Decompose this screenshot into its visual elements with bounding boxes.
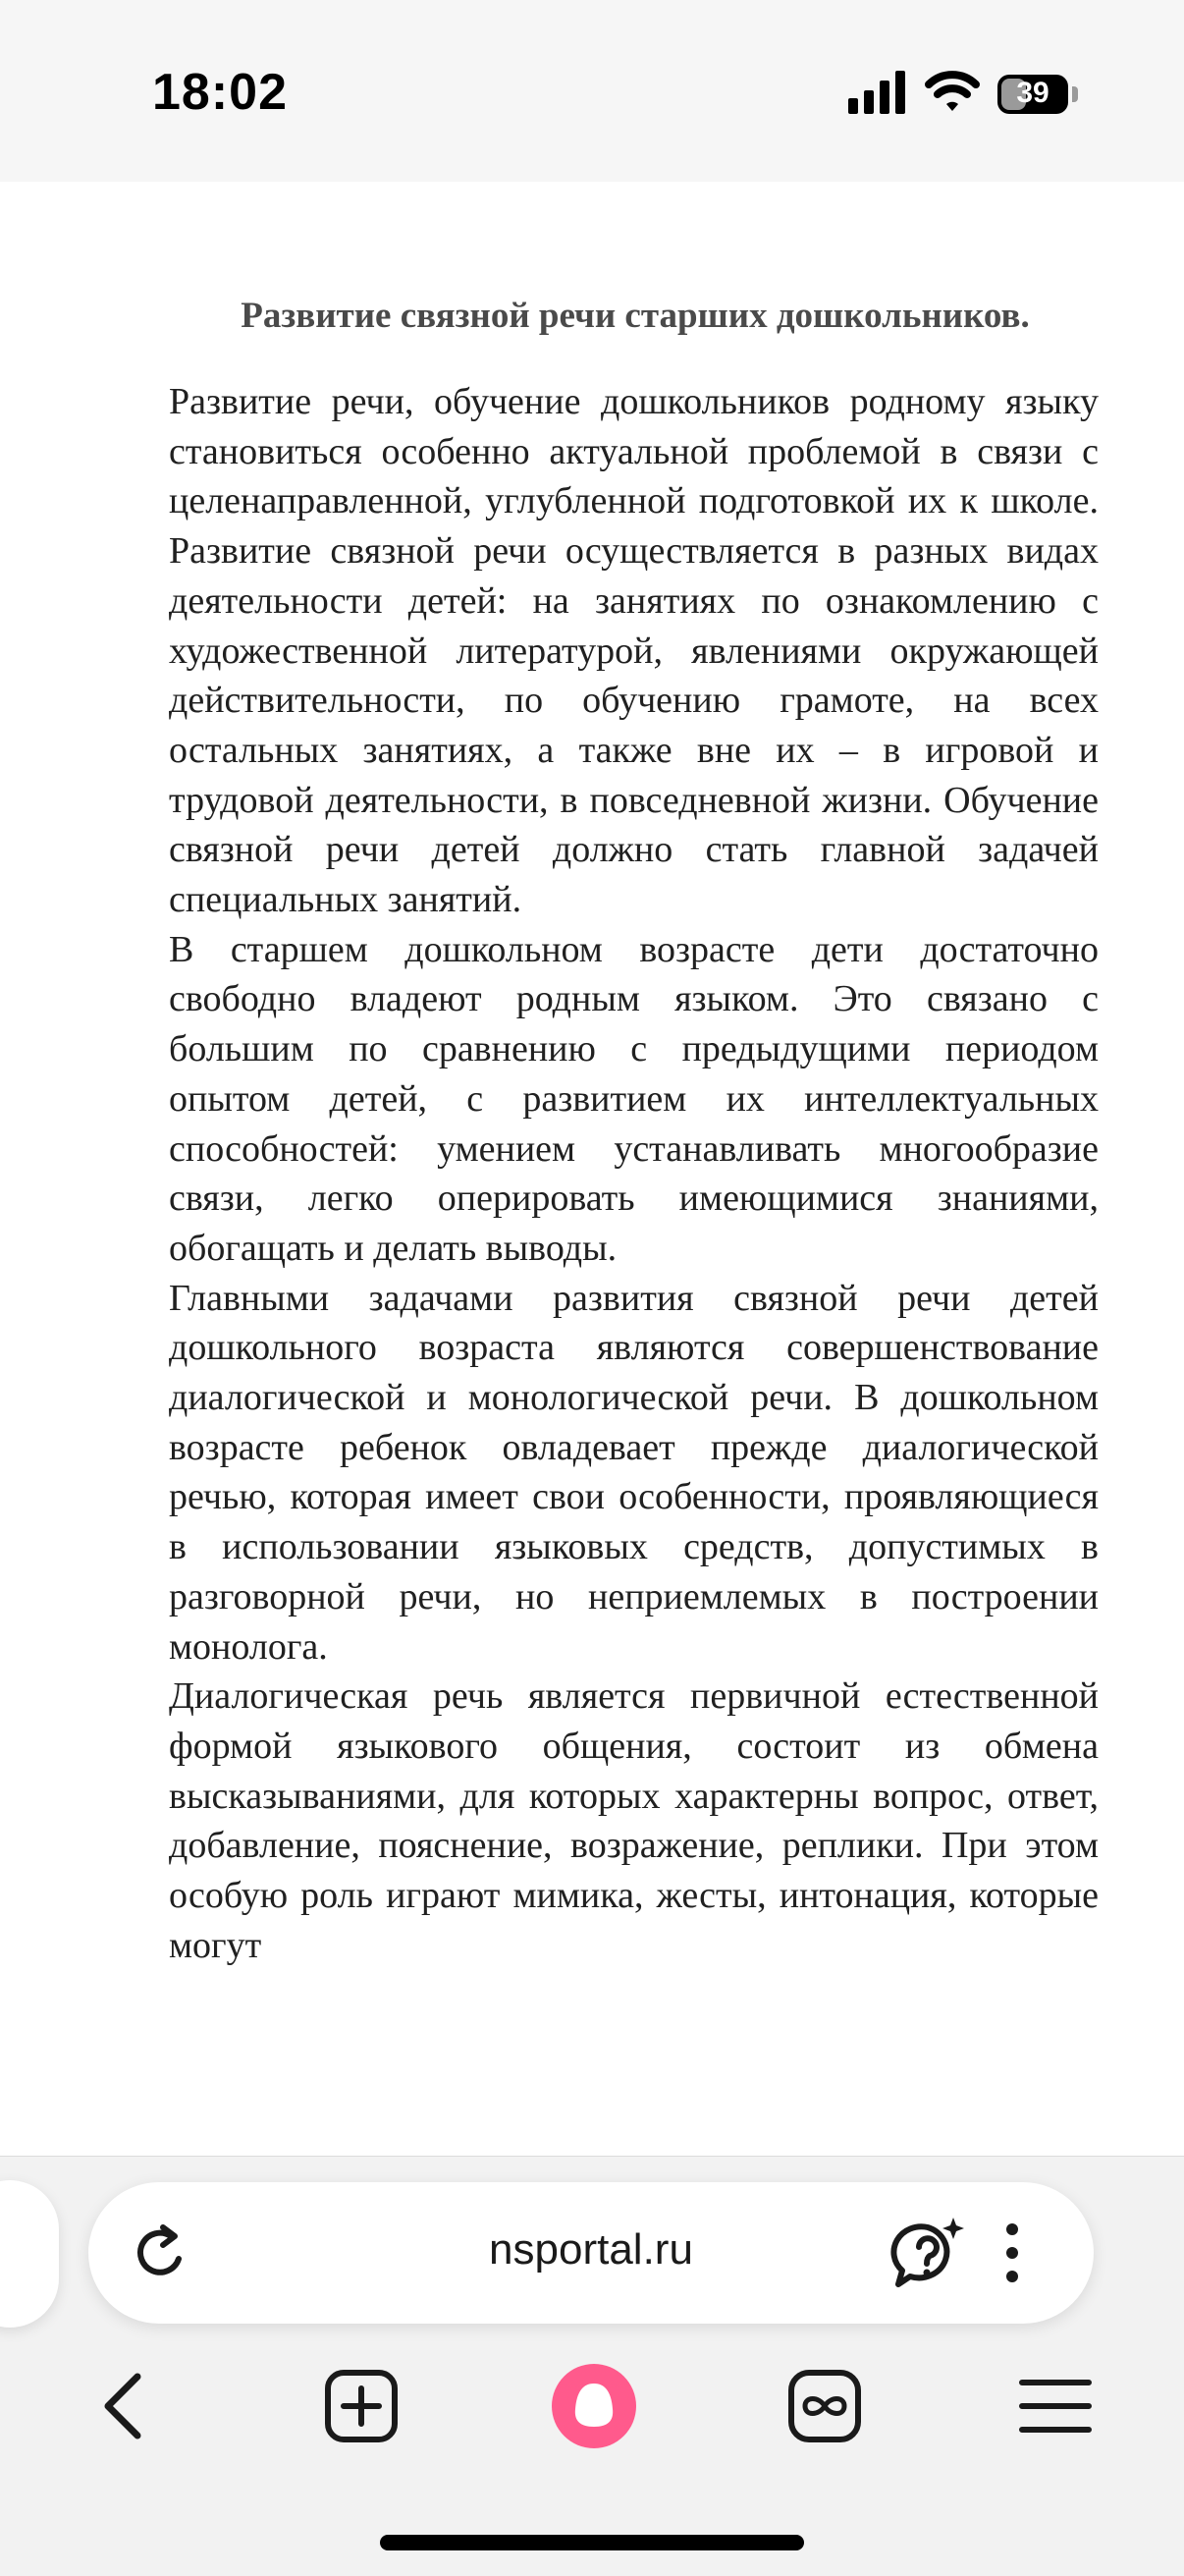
previous-tab-pill[interactable]: [0, 2180, 59, 2328]
status-time: 18:02: [152, 64, 288, 121]
article-paragraph: Диалогическая речь является первичной естественной формой языкового общения, состоит из обмена высказываниями, для которых характерны вопрос, ответ, добавление, пояснение, возражение, реплики. При этом особую роль играют мимика, жесты, интонация, которые могут: [169, 1675, 1099, 1966]
battery-cap: [1072, 86, 1078, 102]
menu-icon[interactable]: [1016, 2367, 1095, 2445]
address-bar[interactable]: [88, 2182, 1094, 2324]
home-indicator[interactable]: [380, 2535, 804, 2550]
wifi-icon: [925, 69, 980, 114]
url-text[interactable]: nsportal.ru: [489, 2225, 693, 2274]
page-title: Развитие связной речи старших дошкольников.: [241, 296, 1030, 336]
more-vertical-icon[interactable]: [997, 2220, 1027, 2286]
article-paragraph: В старшем дошкольном возрасте дети достаточно свободно владеют родным языком. Это связано с большим по сравнению с предыдущими периодом опытом детей, с развитием их интеллектуальных способностей: умением устанавливать многообразие связи, легко оперировать имеющимися знаниями, обогащать и делать выводы.: [169, 928, 1099, 1269]
article-paragraph: Развитие речи, обучение дошкольников родному языку становиться особенно актуальной проблемой в связи с целенаправленной, углубленной подготовкой их к школе. Развитие связной речи осуществляется в разных видах деятельности детей: на занятиях по ознакомлению с художественной литературой, явлениями окружающей действительности, по обучению грамоте, на всех остальных занятиях, а также вне их – в игровой и трудовой деятельности, в повседневной жизни. Обучение связной речи детей должно стать главной задачей специальных занятий.: [169, 381, 1099, 921]
battery-icon: [997, 75, 1068, 114]
new-tab-icon[interactable]: [322, 2367, 401, 2445]
cellular-signal-icon: [848, 69, 907, 116]
article-body: [169, 377, 1099, 2151]
status-bar: [0, 0, 1184, 182]
ai-question-icon[interactable]: [888, 2216, 967, 2294]
battery-percent: 39: [1016, 77, 1049, 109]
article-paragraph: Главными задачами развития связной речи детей дошкольного возраста являются совершенствование диалогической и монологической речи. В дошкольном возрасте ребенок овладевает прежде диалогической речью, которая имеет свои особенности, проявляющиеся в использовании языковых средств, допустимых в разговорной речи, но неприемлемых в построении монолога.: [169, 1277, 1099, 1668]
tabs-icon[interactable]: [785, 2367, 864, 2445]
alice-icon[interactable]: [550, 2362, 638, 2450]
back-icon[interactable]: [88, 2367, 167, 2445]
reload-icon[interactable]: [128, 2220, 194, 2286]
